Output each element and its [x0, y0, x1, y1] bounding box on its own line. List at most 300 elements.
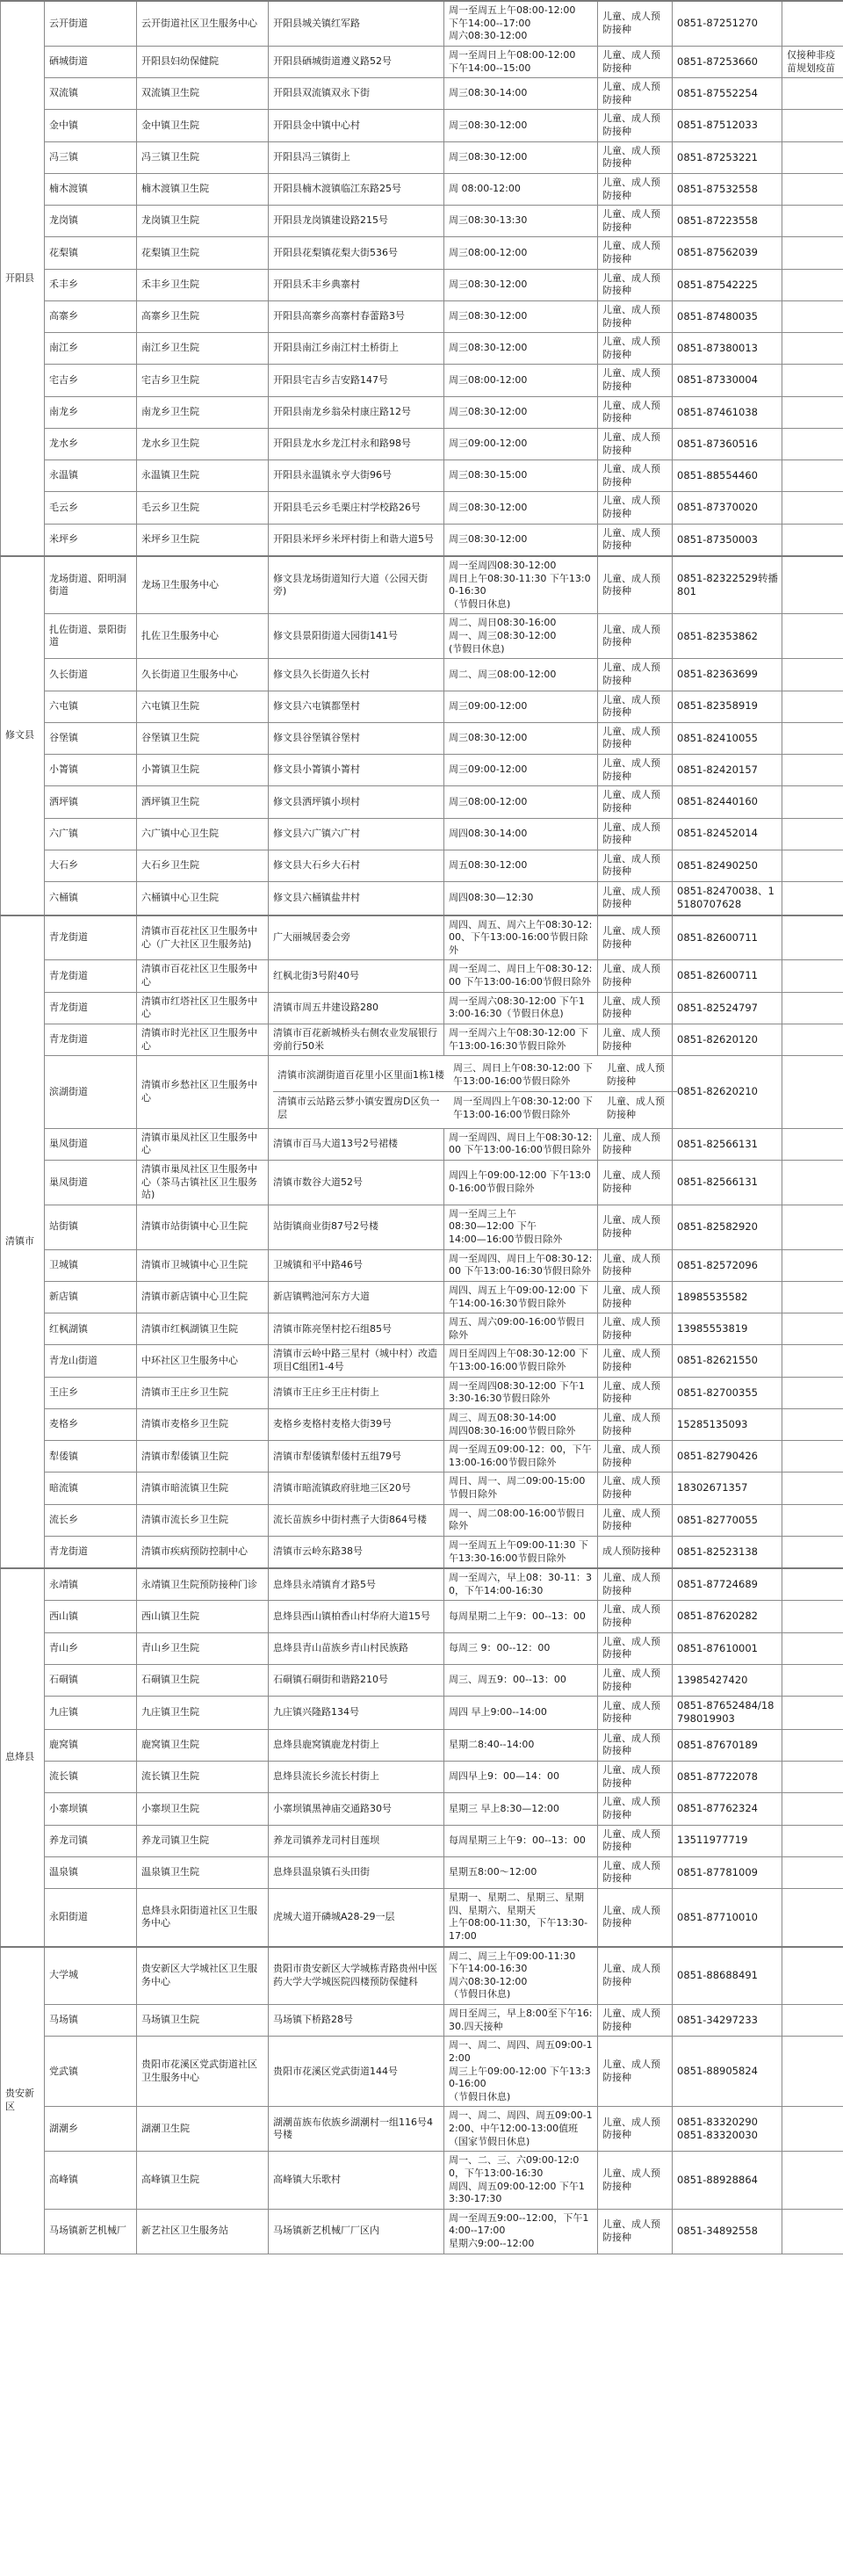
- type-cell: 儿童、成人预防接种: [598, 960, 673, 992]
- phone-cell[interactable]: 13985553819: [673, 1313, 782, 1345]
- town-cell: 滨湖街道: [45, 1056, 137, 1129]
- phone-cell[interactable]: 0851-82566131: [673, 1128, 782, 1160]
- town-cell: 小寨坝镇: [45, 1793, 137, 1825]
- type-cell: 儿童、成人预防接种: [598, 1856, 673, 1888]
- schedule-cell: 周三08:30-12:00: [444, 492, 598, 524]
- address-cell: 九庄镇兴隆路134号: [269, 1697, 444, 1730]
- town-cell: 红枫湖镇: [45, 1313, 137, 1345]
- table-row: [1, 915, 843, 960]
- county-cell: 息烽县: [1, 1568, 45, 1946]
- institution-cell: 永靖镇卫生院预防接种门诊: [137, 1568, 269, 1601]
- schedule-cell: 周二、周日08:30-16:00 周一、周三08:30-12:00 (节假日休息): [444, 614, 598, 659]
- town-cell: 青龙街道: [45, 915, 137, 960]
- address-cell: 开阳县龙岗镇建设路215号: [269, 206, 444, 237]
- institution-cell: 云开街道社区卫生服务中心: [137, 1, 269, 46]
- address-cell: 清镇市滨湖街道百花里小区里面1栋1楼: [273, 1059, 449, 1092]
- phone-cell[interactable]: 18985535582: [673, 1281, 782, 1313]
- town-cell: 暗流镇: [45, 1473, 137, 1504]
- phone-cell[interactable]: 0851-82410055: [673, 722, 782, 754]
- phone-cell[interactable]: 0851-87480035: [673, 300, 782, 332]
- address-cell: 修文县久长街道久长村: [269, 659, 444, 691]
- phone-cell[interactable]: 0851-82440160: [673, 786, 782, 818]
- note-cell: [782, 2209, 843, 2254]
- schedule-cell: 周三09:00-12:00: [444, 428, 598, 459]
- institution-cell: 南江乡卫生院: [137, 333, 269, 365]
- phone-cell[interactable]: 0851-82353862: [673, 614, 782, 659]
- type-cell: 儿童、成人预防接种: [598, 882, 673, 915]
- schedule-cell: 周三08:00-12:00: [444, 365, 598, 396]
- address-cell: 广大丽城居委会旁: [269, 915, 444, 960]
- schedule-cell: 周一至周日上午08:00-12:00 下午14:00--15:00: [444, 46, 598, 77]
- type-cell: 儿童、成人预防接种: [598, 818, 673, 850]
- institution-cell: 六屯镇卫生院: [137, 691, 269, 722]
- phone-cell[interactable]: 0851-87610001: [673, 1632, 782, 1664]
- type-cell: 儿童、成人预防接种: [598, 110, 673, 141]
- phone-cell[interactable]: 0851-87461038: [673, 396, 782, 428]
- institution-cell: 金中镇卫生院: [137, 110, 269, 141]
- institution-cell: 九庄镇卫生院: [137, 1697, 269, 1730]
- schedule-cell: 周四上午09:00-12:00 下午13:00-16:00节假日除外: [444, 1160, 598, 1205]
- table-row: [1, 1889, 843, 1947]
- town-cell: 云开街道: [45, 1, 137, 46]
- phone-cell[interactable]: 0851-82358919: [673, 691, 782, 722]
- note-cell: [782, 1377, 843, 1408]
- town-cell: 大学城: [45, 1947, 137, 2005]
- table-row: [1, 1504, 843, 1536]
- town-cell: 麦格乡: [45, 1408, 137, 1440]
- note-cell: [782, 614, 843, 659]
- institution-cell: 清镇市卫城镇中心卫生院: [137, 1249, 269, 1281]
- county-cell: 修文县: [1, 556, 45, 915]
- institution-cell: 西山镇卫生院: [137, 1601, 269, 1632]
- address-cell: 站街镇商业街87号2号楼: [269, 1205, 444, 1249]
- phone-cell[interactable]: 0851-82770055: [673, 1504, 782, 1536]
- nested-detail-row: [273, 1059, 677, 1092]
- town-cell: 九庄镇: [45, 1697, 137, 1730]
- table-row: [1, 1128, 843, 1160]
- table-row: [1, 1313, 843, 1345]
- note-cell: [782, 492, 843, 524]
- note-cell: 仅接种非疫苗规划疫苗: [782, 46, 843, 77]
- table-row: [1, 1, 843, 46]
- address-cell: 马场镇下桥路28号: [269, 2005, 444, 2037]
- address-cell: 开阳县宅吉乡吉安路147号: [269, 365, 444, 396]
- type-cell: 儿童、成人预防接种: [598, 1664, 673, 1696]
- schedule-cell: 周三08:30-12:00: [444, 110, 598, 141]
- schedule-cell: 星期三 早上8:30—12:00: [444, 1793, 598, 1825]
- phone-cell[interactable]: 0851-87781009: [673, 1856, 782, 1888]
- phone-cell[interactable]: 0851-88928864: [673, 2152, 782, 2210]
- note-cell: [782, 1632, 843, 1664]
- table-row: [1, 722, 843, 754]
- schedule-cell: 周三08:30-12:00: [444, 300, 598, 332]
- address-cell: 开阳县花梨镇花梨大街536号: [269, 237, 444, 269]
- phone-cell[interactable]: 0851-82452014: [673, 818, 782, 850]
- note-cell: [782, 460, 843, 492]
- type-cell: 儿童、成人预防接种: [598, 1729, 673, 1761]
- institution-cell: 清镇市新店镇中心卫生院: [137, 1281, 269, 1313]
- phone-cell[interactable]: 0851-87253660: [673, 46, 782, 77]
- phone-cell[interactable]: 0851-82572096: [673, 1249, 782, 1281]
- address-cell: 开阳县双流镇双永下街: [269, 78, 444, 110]
- type-cell: 儿童、成人预防接种: [598, 1632, 673, 1664]
- type-cell: 儿童、成人预防接种: [598, 614, 673, 659]
- type-cell: 成人预防接种: [598, 1536, 673, 1568]
- note-cell: [782, 659, 843, 691]
- address-cell: 清镇市云站路云梦小镇安置房D区负一层: [277, 1096, 440, 1121]
- phone-cell[interactable]: 0851-87380013: [673, 333, 782, 365]
- schedule-cell: 周一至周五上午09:00-11:30 下午13:30-16:00节假日除外: [444, 1536, 598, 1568]
- phone-cell[interactable]: 0851-87542225: [673, 269, 782, 300]
- institution-cell: 龙岗镇卫生院: [137, 206, 269, 237]
- schedule-cell: 周一至周四、周日上午08:30-12:00 下午13:00-16:00节假日除外: [444, 1128, 598, 1160]
- town-cell: 扎佐街道、景阳街道: [45, 614, 137, 659]
- town-cell: 流长镇: [45, 1762, 137, 1793]
- institution-cell: 洒坪镇卫生院: [137, 786, 269, 818]
- town-cell: 六屯镇: [45, 691, 137, 722]
- table-row: [1, 269, 843, 300]
- address-cell: 息烽县西山镇柏香山村华府大道15号: [269, 1601, 444, 1632]
- address-cell: 红枫北街3号附40号: [269, 960, 444, 992]
- town-cell: 青龙街道: [45, 992, 137, 1024]
- address-cell: 马场镇新艺机械厂厂区内: [269, 2209, 444, 2254]
- town-cell: 党武镇: [45, 2037, 137, 2107]
- phone-cell[interactable]: 0851-87512033: [673, 110, 782, 141]
- table-row: [1, 460, 843, 492]
- phone-cell[interactable]: 13985427420: [673, 1664, 782, 1696]
- address-cell: 清镇市百马大道13号2号裙楼: [269, 1128, 444, 1160]
- type-cell: 儿童、成人预防接种: [598, 2005, 673, 2037]
- institution-cell: 清镇市百花社区卫生服务中心（广大社区卫生服务站): [137, 915, 269, 960]
- address-cell: 贵阳市花溪区党武街道144号: [269, 2037, 444, 2107]
- type-cell: 儿童、成人预防接种: [598, 428, 673, 459]
- institution-cell: 南龙乡卫生院: [137, 396, 269, 428]
- note-cell: [782, 141, 843, 173]
- address-cell: 开阳县南江乡南江村土桥街上: [269, 333, 444, 365]
- institution-cell: 清镇市巢凤社区卫生服务中心: [137, 1128, 269, 1160]
- type-cell: 儿童、成人预防接种: [598, 1408, 673, 1440]
- phone-cell[interactable]: 0851-34297233: [673, 2005, 782, 2037]
- type-cell: 儿童、成人预防接种: [598, 1160, 673, 1205]
- county-cell: 清镇市: [1, 915, 45, 1569]
- institution-cell: 龙场卫生服务中心: [137, 556, 269, 614]
- institution-cell: 毛云乡卫生院: [137, 492, 269, 524]
- type-cell: 儿童、成人预防接种: [598, 1601, 673, 1632]
- table-row: [1, 300, 843, 332]
- institution-cell: 温泉镇卫生院: [137, 1856, 269, 1888]
- type-cell: 儿童、成人预防接种: [598, 269, 673, 300]
- phone-cell[interactable]: 0851-87710010: [673, 1889, 782, 1947]
- type-cell: 儿童、成人预防接种: [598, 396, 673, 428]
- phone-cell[interactable]: 0851-87223558: [673, 206, 782, 237]
- table-row: [1, 960, 843, 992]
- type-cell: 儿童、成人预防接种: [598, 524, 673, 556]
- note-cell: [782, 1568, 843, 1601]
- note-cell: [782, 1664, 843, 1696]
- institution-cell: 贵安新区大学城社区卫生服务中心: [137, 1947, 269, 2005]
- note-cell: [782, 269, 843, 300]
- institution-cell: 清镇市红塔社区卫生服务中心: [137, 992, 269, 1024]
- table-row: [1, 237, 843, 269]
- phone-cell[interactable]: 0851-88905824: [673, 2037, 782, 2107]
- town-cell: 南江乡: [45, 333, 137, 365]
- type-cell: 儿童、成人预防接种: [598, 492, 673, 524]
- institution-cell: 龙水乡卫生院: [137, 428, 269, 459]
- phone-cell[interactable]: 0851-83320290 0851-83320030: [673, 2107, 782, 2152]
- town-cell: 高峰镇: [45, 2152, 137, 2210]
- type-cell: 儿童、成人预防接种: [598, 1441, 673, 1473]
- note-cell: [782, 1056, 843, 1129]
- phone-cell[interactable]: 0851-82700355: [673, 1377, 782, 1408]
- type-cell: 儿童、成人预防接种: [598, 691, 673, 722]
- institution-cell: 六广镇中心卫生院: [137, 818, 269, 850]
- note-cell: [782, 1947, 843, 2005]
- address-cell: 开阳县冯三镇街上: [269, 141, 444, 173]
- note-cell: [782, 173, 843, 205]
- institution-cell: 清镇市暗流镇卫生院: [137, 1473, 269, 1504]
- note-cell: [782, 1024, 843, 1055]
- schedule-cell: 周三08:00-12:00: [444, 786, 598, 818]
- table-row: [1, 818, 843, 850]
- table-row: [1, 2037, 843, 2107]
- table-row: [1, 691, 843, 722]
- schedule-cell: 周三09:00-12:00: [444, 755, 598, 786]
- phone-cell[interactable]: 0851-87620282: [673, 1601, 782, 1632]
- schedule-cell: 星期五8:00～12:00: [444, 1856, 598, 1888]
- note-cell: [782, 1, 843, 46]
- table-row: [1, 1441, 843, 1473]
- phone-cell[interactable]: 0851-87652484/18798019903: [673, 1697, 782, 1730]
- schedule-cell: 周 08:00-12:00: [444, 173, 598, 205]
- town-cell: 新店镇: [45, 1281, 137, 1313]
- town-cell: 龙水乡: [45, 428, 137, 459]
- phone-cell[interactable]: 0851-88688491: [673, 1947, 782, 2005]
- institution-cell: 新艺社区卫生服务站: [137, 2209, 269, 2254]
- table-row: [1, 206, 843, 237]
- town-cell: 小箐镇: [45, 755, 137, 786]
- address-cell: 清镇市暗流镇政府驻地三区20号: [269, 1473, 444, 1504]
- address-cell: 高峰镇大乐歌村: [269, 2152, 444, 2210]
- schedule-cell: 周五、周六09:00-16:00节假日除外: [444, 1313, 598, 1345]
- type-cell: 儿童、成人预防接种: [598, 1024, 673, 1055]
- address-cell: 开阳县龙水乡龙江村永和路98号: [269, 428, 444, 459]
- institution-cell: 清镇市王庄乡卫生院: [137, 1377, 269, 1408]
- phone-cell[interactable]: 0851-82620120: [673, 1024, 782, 1055]
- town-cell: 巢凤街道: [45, 1160, 137, 1205]
- phone-cell[interactable]: 0851-87350003: [673, 524, 782, 556]
- address-cell: 息烽县鹿窝镇鹿龙村街上: [269, 1729, 444, 1761]
- note-cell: [782, 1473, 843, 1504]
- town-cell: 青龙街道: [45, 1536, 137, 1568]
- note-cell: [782, 1762, 843, 1793]
- type-cell: 儿童、成人预防接种: [598, 78, 673, 110]
- note-cell: [782, 1536, 843, 1568]
- type-cell: 儿童、成人预防接种: [598, 1504, 673, 1536]
- table-row: [1, 1377, 843, 1408]
- type-cell: 儿童、成人预防接种: [598, 141, 673, 173]
- type-cell: 儿童、成人预防接种: [598, 300, 673, 332]
- table-row: [1, 173, 843, 205]
- table-row: [1, 1281, 843, 1313]
- table-row: [1, 492, 843, 524]
- phone-cell[interactable]: 13511977719: [673, 1825, 782, 1856]
- phone-cell[interactable]: 0851-82566131: [673, 1160, 782, 1205]
- address-cell: 息烽县永靖镇育才路5号: [269, 1568, 444, 1601]
- schedule-cell: 周一至周四08:30-12:00 下午13:30-16:30节假日除外: [444, 1377, 598, 1408]
- institution-cell: 息烽县永阳街道社区卫生服务中心: [137, 1889, 269, 1947]
- schedule-cell: 周三08:30-12:00: [444, 333, 598, 365]
- schedule-cell: 周日、周一、周二09:00-15:00节假日除外: [444, 1473, 598, 1504]
- table-row: [1, 1793, 843, 1825]
- phone-cell[interactable]: 0851-82470038、15180707628: [673, 882, 782, 915]
- note-cell: [782, 2107, 843, 2152]
- table-row: [1, 1664, 843, 1696]
- phone-cell[interactable]: 0851-82524797: [673, 992, 782, 1024]
- phone-cell[interactable]: 0851-82600711: [673, 915, 782, 960]
- note-cell: [782, 1729, 843, 1761]
- phone-cell[interactable]: 0851-82600711: [673, 960, 782, 992]
- type-cell: 儿童、成人预防接种: [598, 659, 673, 691]
- phone-cell[interactable]: 0851-82490250: [673, 850, 782, 881]
- phone-cell[interactable]: 0851-87670189: [673, 1729, 782, 1761]
- table-row: [1, 2209, 843, 2254]
- note-cell: [782, 960, 843, 992]
- type-cell: 儿童、成人预防接种: [598, 2107, 673, 2152]
- table-row: [1, 1205, 843, 1249]
- address-cell: 开阳县禾丰乡典寨村: [269, 269, 444, 300]
- address-cell: 清镇市云岭东路38号: [269, 1536, 444, 1568]
- table-row: [1, 365, 843, 396]
- schedule-cell: 每周三 9：00--12：00: [444, 1632, 598, 1664]
- schedule-cell: 周一至周五09:00-12：00，下午13:00-16:00节假日除外: [444, 1441, 598, 1473]
- type-cell: 儿童、成人预防接种: [598, 46, 673, 77]
- type-cell: 儿童、成人预防接种: [598, 365, 673, 396]
- institution-cell: 小寨坝卫生院: [137, 1793, 269, 1825]
- county-cell: 贵安新区: [1, 1947, 45, 2254]
- phone-cell[interactable]: 0851-88554460: [673, 460, 782, 492]
- schedule-cell: 周一至周二、周日上午08:30-12:00 下午13:00-16:00节假日除外: [444, 960, 598, 992]
- town-cell: 马场镇新艺机械厂: [45, 2209, 137, 2254]
- table-row: [1, 1632, 843, 1664]
- table-row: [1, 1160, 843, 1205]
- town-cell: 永温镇: [45, 460, 137, 492]
- institution-cell: 清镇市百花社区卫生服务中心: [137, 960, 269, 992]
- address-cell: 修文县洒坪镇小坝村: [269, 786, 444, 818]
- phone-cell[interactable]: 0851-82620210: [673, 1056, 782, 1129]
- phone-cell[interactable]: 0851-87724689: [673, 1568, 782, 1601]
- schedule-cell: 每周星期二上午9：00--13：00: [444, 1601, 598, 1632]
- note-cell: [782, 915, 843, 960]
- type-cell: 儿童、成人预防接种: [598, 850, 673, 881]
- table-row: [1, 1408, 843, 1440]
- type-cell: 儿童、成人预防接种: [598, 1568, 673, 1601]
- phone-cell[interactable]: 0851-82363699: [673, 659, 782, 691]
- town-cell: 站街镇: [45, 1205, 137, 1249]
- phone-cell[interactable]: 0851-87253221: [673, 141, 782, 173]
- phone-cell[interactable]: 0851-82523138: [673, 1536, 782, 1568]
- schedule-cell: 周三08:30-15:00: [444, 460, 598, 492]
- phone-cell[interactable]: 0851-82322529转播801: [673, 556, 782, 614]
- institution-cell: 中环社区卫生服务中心: [137, 1345, 269, 1377]
- institution-cell: 禾丰乡卫生院: [137, 269, 269, 300]
- address-cell: 贵阳市贵安新区大学城栋青路贵州中医药大学大学城医院四楼预防保健科: [269, 1947, 444, 2005]
- phone-cell[interactable]: 0851-87762324: [673, 1793, 782, 1825]
- type-cell: 儿童、成人预防接种: [598, 755, 673, 786]
- phone-cell[interactable]: 0851-87562039: [673, 237, 782, 269]
- town-cell: 永靖镇: [45, 1568, 137, 1601]
- phone-cell[interactable]: 0851-82582920: [673, 1205, 782, 1249]
- phone-cell[interactable]: 0851-87330004: [673, 365, 782, 396]
- address-cell: 修文县景阳街道大园街141号: [269, 614, 444, 659]
- note-cell: [782, 818, 843, 850]
- note-cell: [782, 882, 843, 915]
- phone-cell[interactable]: 18302671357: [673, 1473, 782, 1504]
- note-cell: [782, 333, 843, 365]
- schedule-cell: 周二、周三08:00-12:00: [444, 659, 598, 691]
- phone-cell[interactable]: 15285135093: [673, 1408, 782, 1440]
- type-cell: 儿童、成人预防接种: [598, 1473, 673, 1504]
- note-cell: [782, 992, 843, 1024]
- note-cell: [782, 1889, 843, 1947]
- type-cell: 儿童、成人预防接种: [598, 2037, 673, 2107]
- institution-cell: 鹿窝镇卫生院: [137, 1729, 269, 1761]
- phone-cell[interactable]: 0851-87552254: [673, 78, 782, 110]
- type-cell: 儿童、成人预防接种: [602, 1059, 677, 1092]
- table-row: [1, 882, 843, 915]
- type-cell: 儿童、成人预防接种: [598, 2209, 673, 2254]
- nested-detail-row: [273, 1092, 677, 1125]
- phone-cell[interactable]: 0851-87370020: [673, 492, 782, 524]
- table-body: [1, 1, 843, 2254]
- schedule-cell: 周日至周四上午08:30-12:00 下午13:00-16:00节假日除外: [444, 1345, 598, 1377]
- town-cell: 六桶镇: [45, 882, 137, 915]
- town-cell: 米坪乡: [45, 524, 137, 556]
- institution-cell: 贵阳市花溪区党武街道社区卫生服务中心: [137, 2037, 269, 2107]
- note-cell: [782, 2005, 843, 2037]
- note-cell: [782, 2152, 843, 2210]
- phone-cell[interactable]: 0851-87360516: [673, 428, 782, 459]
- note-cell: [782, 1313, 843, 1345]
- town-cell: 青龙山街道: [45, 1345, 137, 1377]
- table-row: [1, 333, 843, 365]
- town-cell: 湖潮乡: [45, 2107, 137, 2152]
- table-row: [1, 396, 843, 428]
- table-row: [1, 2005, 843, 2037]
- schedule-cell: 星期二8:40--14:00: [444, 1729, 598, 1761]
- address-cell: 虎城大道开磷城A28-29一层: [269, 1889, 444, 1947]
- note-cell: [782, 2037, 843, 2107]
- phone-cell[interactable]: 0851-87532558: [673, 173, 782, 205]
- schedule-cell: 周三08:30-14:00: [444, 78, 598, 110]
- type-cell: 儿童、成人预防接种: [598, 1697, 673, 1730]
- phone-cell[interactable]: 0851-87722078: [673, 1762, 782, 1793]
- phone-cell[interactable]: 0851-34892558: [673, 2209, 782, 2254]
- institution-cell: 清镇市乡愁社区卫生服务中心: [137, 1056, 269, 1129]
- type-cell: 儿童、成人预防接种: [598, 556, 673, 614]
- type-cell: 儿童、成人预防接种: [598, 333, 673, 365]
- phone-cell[interactable]: 0851-82621550: [673, 1345, 782, 1377]
- town-cell: 花梨镇: [45, 237, 137, 269]
- type-cell: 儿童、成人预防接种: [598, 1793, 673, 1825]
- town-cell: 温泉镇: [45, 1856, 137, 1888]
- institution-cell: 楠木渡镇卫生院: [137, 173, 269, 205]
- phone-cell[interactable]: 0851-82790426: [673, 1441, 782, 1473]
- town-cell: 巢凤街道: [45, 1128, 137, 1160]
- phone-cell[interactable]: 0851-87251270: [673, 1, 782, 46]
- phone-cell[interactable]: 0851-82420157: [673, 755, 782, 786]
- table-row: [1, 110, 843, 141]
- schedule-cell: 周二、周三上午09:00-11:30 下午14:00-16:30 周六08:30-12:00 （节假日休息): [444, 1947, 598, 2005]
